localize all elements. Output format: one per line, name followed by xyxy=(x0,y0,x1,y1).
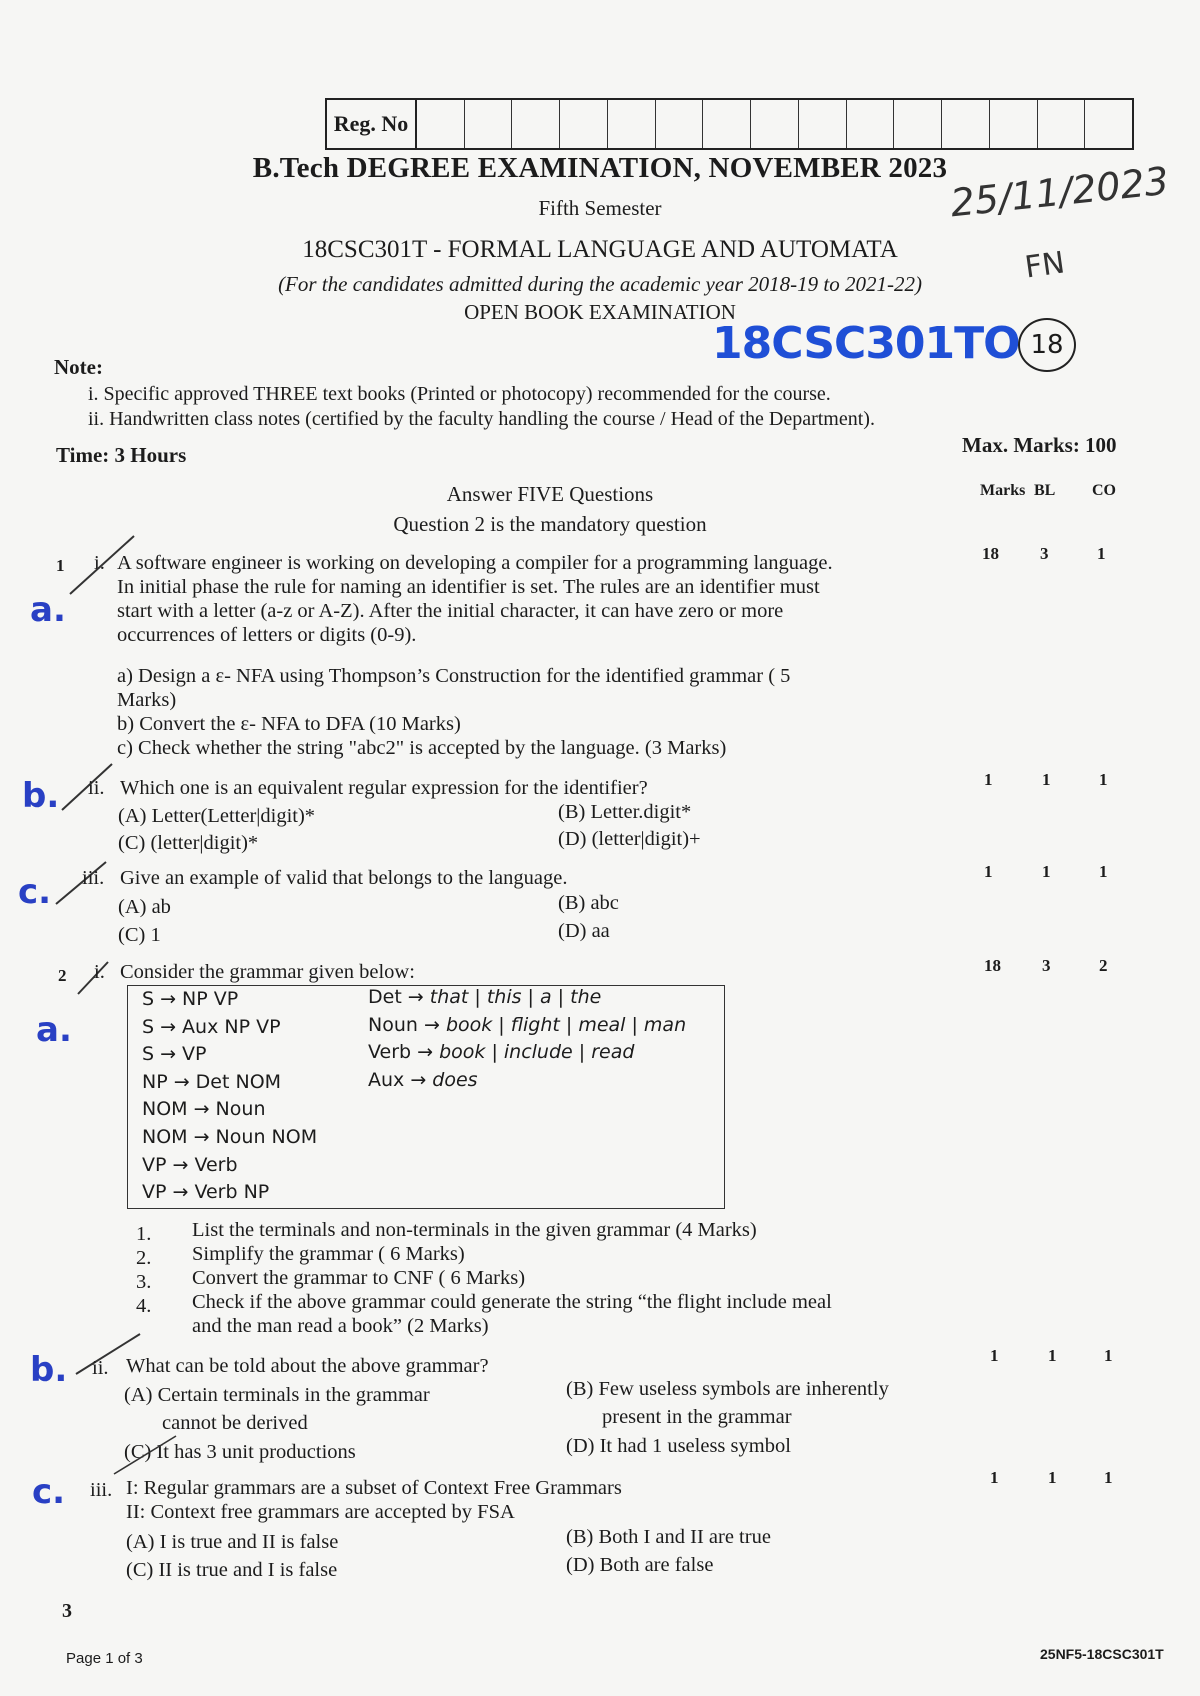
rule-lhs: Verb → xyxy=(368,1041,434,1064)
option: cannot be derived xyxy=(162,1412,308,1434)
reg-no-cell xyxy=(942,100,990,148)
production-rule xyxy=(368,1039,634,1067)
rule-rhs: does xyxy=(432,1068,478,1091)
reg-no-box xyxy=(325,98,1134,150)
mandatory-instruction: Question 2 is the mandatory question xyxy=(393,512,707,536)
handwritten-part-mark: a. xyxy=(36,1010,72,1050)
handwritten-part-mark: c. xyxy=(32,1472,66,1512)
option: (C) II is true and I is false xyxy=(126,1559,338,1581)
option: (B) Few useless symbols are inherently xyxy=(566,1378,889,1400)
option: (A) ab xyxy=(118,896,171,918)
option: (B) Both I and II are true xyxy=(566,1526,771,1548)
marks-value: 1 xyxy=(990,1468,999,1487)
co-value: 1 xyxy=(1104,1468,1113,1487)
rule-rhs: book | include | read xyxy=(439,1041,635,1064)
question-number: 3 xyxy=(62,1600,72,1622)
option: (D) aa xyxy=(558,920,610,942)
part-roman: iii. xyxy=(82,867,105,889)
option: (D) (letter|digit)+ xyxy=(558,828,701,850)
rule-rhs: that | this | a | the xyxy=(429,986,602,1008)
question-text: occurrences of letters or digits (0-9). xyxy=(117,624,417,646)
co-value: 1 xyxy=(1099,862,1108,881)
admitted-note: (For the candidates admitted during the academic year 2018-19 to 2021-22) xyxy=(278,272,922,296)
exam-title: B.Tech DEGREE EXAMINATION, NOVEMBER 2023 xyxy=(252,152,948,184)
task-number: 1. xyxy=(136,1223,152,1245)
bl-value: 1 xyxy=(1042,770,1051,789)
part-roman: i. xyxy=(94,552,105,574)
reg-no-cell xyxy=(1085,100,1132,148)
marks-value: 18 xyxy=(984,956,1001,975)
rule-lhs: Noun → xyxy=(368,1013,440,1036)
task-text: List the terminals and non-terminals in the given grammar (4 Marks) xyxy=(192,1219,757,1241)
reg-no-cell xyxy=(560,100,608,148)
task-text: Check if the above grammar could generate the string “the flight include meal xyxy=(192,1291,832,1313)
co-value: 2 xyxy=(1099,956,1108,975)
option: (C) (letter|digit)* xyxy=(118,832,259,854)
reg-no-cell xyxy=(656,100,704,148)
task-text: and the man read a book” (2 Marks) xyxy=(192,1315,489,1337)
option: (A) Letter(Letter|digit)* xyxy=(118,805,316,827)
handwritten-part-mark: b. xyxy=(30,1350,68,1390)
reg-no-cell xyxy=(608,100,656,148)
bl-value: 1 xyxy=(1048,1468,1057,1487)
option: (A) I is true and II is false xyxy=(126,1531,339,1553)
question-text: Give an example of valid that belongs to the language. xyxy=(120,867,568,889)
marks-value: 1 xyxy=(990,1346,999,1365)
reg-no-cell xyxy=(847,100,895,148)
option: present in the grammar xyxy=(602,1406,792,1428)
sub-question: Marks) xyxy=(117,689,177,711)
semester: Fifth Semester xyxy=(538,196,662,220)
task-text: Simplify the grammar ( 6 Marks) xyxy=(192,1243,465,1265)
co-value: 1 xyxy=(1099,770,1108,789)
question-text: start with a letter (a-z or A-Z). After the initial character, it can have zero or more xyxy=(117,600,784,622)
task-number: 4. xyxy=(136,1295,152,1317)
handwritten-part-mark: a. xyxy=(30,590,66,630)
handwritten-date: 25/11/2023 xyxy=(948,158,1171,226)
bl-value: 3 xyxy=(1040,544,1049,563)
paper-code: 25NF5-18CSC301T xyxy=(1040,1646,1164,1662)
grammar-box xyxy=(127,985,725,1209)
rule-lhs: Aux → xyxy=(368,1068,427,1091)
sub-question: b) Convert the ε- NFA to DFA (10 Marks) xyxy=(117,713,461,735)
rule-rhs: book | flight | meal | man xyxy=(445,1013,687,1036)
marks-value: 18 xyxy=(982,544,999,563)
page-number: Page 1 of 3 xyxy=(66,1650,143,1667)
production-rule xyxy=(368,1012,686,1040)
task-text: Convert the grammar to CNF ( 6 Marks) xyxy=(192,1267,526,1289)
handwritten-course-code: 18CSC301TO xyxy=(712,318,1020,369)
production-rule: VP → Verb NP xyxy=(142,1181,270,1204)
open-book-label: OPEN BOOK EXAMINATION xyxy=(464,300,736,324)
part-roman: ii. xyxy=(92,1357,109,1379)
option: (C) 1 xyxy=(118,924,161,946)
production-rule xyxy=(368,1067,478,1095)
question-number: 1 xyxy=(56,556,65,575)
question-number: 2 xyxy=(58,966,67,985)
option: (D) Both are false xyxy=(566,1554,714,1576)
bl-value: 1 xyxy=(1042,862,1051,881)
part-roman: iii. xyxy=(90,1479,113,1501)
reg-no-cell xyxy=(703,100,751,148)
question-text: In initial phase the rule for naming an identifier is set. The rules are an identifier must xyxy=(117,576,820,598)
co-value: 1 xyxy=(1097,544,1106,563)
reg-no-cell xyxy=(990,100,1038,148)
option: (D) It had 1 useless symbol xyxy=(566,1435,791,1457)
production-rule: S → VP xyxy=(142,1043,207,1066)
question-text: Consider the grammar given below: xyxy=(120,961,415,983)
reg-no-cell xyxy=(512,100,560,148)
bl-value: 1 xyxy=(1048,1346,1057,1365)
rule-lhs: Det → xyxy=(368,986,424,1008)
handwritten-part-mark: b. xyxy=(22,776,60,816)
part-roman: i. xyxy=(94,961,105,983)
answer-instruction: Answer FIVE Questions xyxy=(446,482,654,506)
production-rule: NOM → Noun NOM xyxy=(142,1126,318,1148)
reg-no-cell xyxy=(417,100,465,148)
production-rule: S → Aux NP VP xyxy=(142,1015,281,1038)
co-value: 1 xyxy=(1104,1346,1113,1365)
sub-question: a) Design a ε- NFA using Thompson’s Construction for the identified grammar ( 5 xyxy=(117,665,791,687)
col-marks-header: Marks xyxy=(980,482,1026,499)
production-rule: NP → Det NOM xyxy=(142,1070,282,1093)
tick-mark xyxy=(110,1430,180,1480)
production-rule: VP → Verb xyxy=(142,1153,238,1176)
col-co-header: CO xyxy=(1092,482,1116,499)
note-item: ii. Handwritten class notes (certified by the faculty handling the course / Head of the Department). xyxy=(88,408,875,430)
marks-value: 1 xyxy=(984,770,993,789)
task-number: 3. xyxy=(136,1271,152,1293)
production-rule: NOM → Noun xyxy=(142,1098,266,1121)
question-text: I: Regular grammars are a subset of Context Free Grammars xyxy=(126,1477,622,1499)
option: (C) It has 3 unit productions xyxy=(124,1441,356,1463)
reg-no-label: Reg. No xyxy=(327,100,417,148)
course-title: 18CSC301T - FORMAL LANGUAGE AND AUTOMATA xyxy=(302,236,898,263)
sub-question: c) Check whether the string "abc2" is accepted by the language. (3 Marks) xyxy=(117,737,727,759)
option: (A) Certain terminals in the grammar xyxy=(124,1384,430,1406)
reg-no-cell xyxy=(799,100,847,148)
max-marks: Max. Marks: 100 xyxy=(962,433,1117,457)
question-text: What can be told about the above grammar? xyxy=(126,1355,489,1377)
handwritten-part-mark: c. xyxy=(18,872,52,912)
option: (B) Letter.digit* xyxy=(558,801,692,823)
handwritten-session: FN xyxy=(1022,245,1067,286)
reg-no-cell xyxy=(751,100,799,148)
note-item: i. Specific approved THREE text books (Printed or photocopy) recommended for the course. xyxy=(88,383,831,405)
production-rule xyxy=(368,984,601,1012)
bl-value: 3 xyxy=(1042,956,1051,975)
reg-no-cell xyxy=(894,100,942,148)
marks-value: 1 xyxy=(984,862,993,881)
note-label: Note: xyxy=(54,355,103,379)
part-roman: ii. xyxy=(88,777,105,799)
question-text: II: Context free grammars are accepted by FSA xyxy=(126,1501,515,1523)
reg-no-cell xyxy=(1038,100,1086,148)
task-number: 2. xyxy=(136,1247,152,1269)
question-text: A software engineer is working on developing a compiler for a programming language. xyxy=(117,552,833,574)
circled-number: 18 xyxy=(1018,318,1076,372)
production-rule: S → NP VP xyxy=(142,988,239,1010)
question-text: Which one is an equivalent regular expression for the identifier? xyxy=(120,777,648,799)
exam-time: Time: 3 Hours xyxy=(56,443,187,467)
reg-no-cell xyxy=(465,100,513,148)
col-bl-header: BL xyxy=(1034,482,1056,499)
option: (B) abc xyxy=(558,892,619,914)
